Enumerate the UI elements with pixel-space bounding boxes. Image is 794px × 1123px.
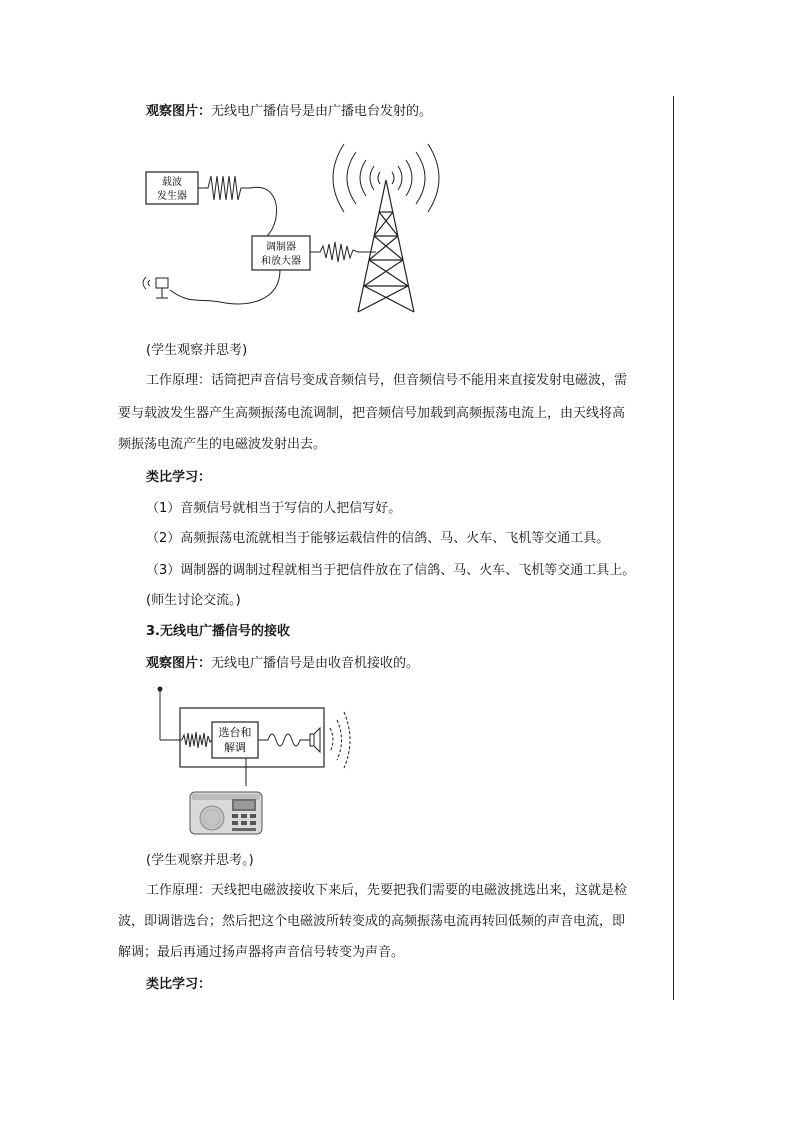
observe-line-2: [146, 655, 419, 673]
carrier-wave: [198, 176, 250, 200]
transmission-diagram: [130, 140, 460, 320]
carrier-cable: [250, 187, 277, 242]
analogy-item-1: （1）音频信号就相当于写信的人把信写好。: [146, 501, 402, 516]
sound-wave-arcs: [330, 712, 350, 768]
speaker-icon: [310, 728, 320, 752]
principle-1-line-3: 频振荡电流产生的电磁波发射出去。: [118, 437, 327, 452]
broadcast-tower-icon: [358, 180, 414, 312]
carrier-box-line2: 发生器: [157, 191, 187, 202]
analogy-item-3: （3）调制器的调制过程就相当于把信件放在了信鸽、马、火车、飞机等交通工具上。: [146, 563, 636, 578]
discussion-note: (师生讨论交流。): [146, 593, 241, 608]
reception-diagram: [150, 684, 360, 838]
principle-1-line-1: 工作原理：话筒把声音信号变成音频信号，但音频信号不能用来直接发射电磁波，需: [146, 373, 628, 388]
observe-label-2: 观察图片：: [146, 656, 212, 671]
observe-label: 观察图片：: [146, 104, 212, 119]
modulator-box-line1: 调制器: [266, 242, 296, 253]
student-note-2: (学生观察并思考。): [146, 853, 254, 868]
section-heading-reception: 3.无线电广播信号的接收: [146, 624, 290, 639]
observe-text-2: 无线电广播信号是由收音机接收的。: [211, 656, 420, 671]
radio-receiver-icon: [190, 792, 262, 834]
principle-2-line-1: 工作原理：天线把电磁波接收下来后，先要把我们需要的电磁波挑选出来，这就是检: [146, 883, 628, 898]
input-signal: [182, 732, 212, 748]
carrier-box-line1: 载波: [162, 177, 182, 188]
tuner-box-line1: 选台和: [218, 726, 252, 739]
analogy-heading-2: 类比学习：: [146, 977, 212, 992]
radio-wave-arcs: [333, 144, 439, 212]
observe-line-1: [146, 103, 432, 121]
modulated-wave: [310, 242, 376, 262]
analogy-item-2: （2）高频振荡电流就相当于能够运载信件的信鸽、马、火车、飞机等交通工具。: [146, 531, 610, 546]
principle-1-line-2: 要与载波发生器产生高频振荡电流调制，把音频信号加载到高频振荡电流上，由天线将高: [118, 406, 626, 421]
table-border-right: [673, 96, 674, 1000]
student-note-1: (学生观察并思考): [146, 343, 248, 358]
observe-text: 无线电广播信号是由广播电台发射的。: [211, 104, 433, 119]
tuner-box-line2: 解调: [224, 741, 246, 754]
microphone-cable: [170, 270, 280, 304]
principle-2-line-2: 波，即调谐选台；然后把这个电磁波所转变成的高频振荡电流再转回低频的声音电流，即: [118, 914, 626, 929]
modulator-box-line2: 和放大器: [261, 256, 301, 267]
analogy-heading-1: 类比学习：: [146, 470, 212, 485]
principle-2-line-3: 解调；最后再通过扬声器将声音信号转变为声音。: [118, 945, 405, 960]
microphone-icon: [143, 277, 168, 298]
audio-signal: [258, 734, 310, 746]
